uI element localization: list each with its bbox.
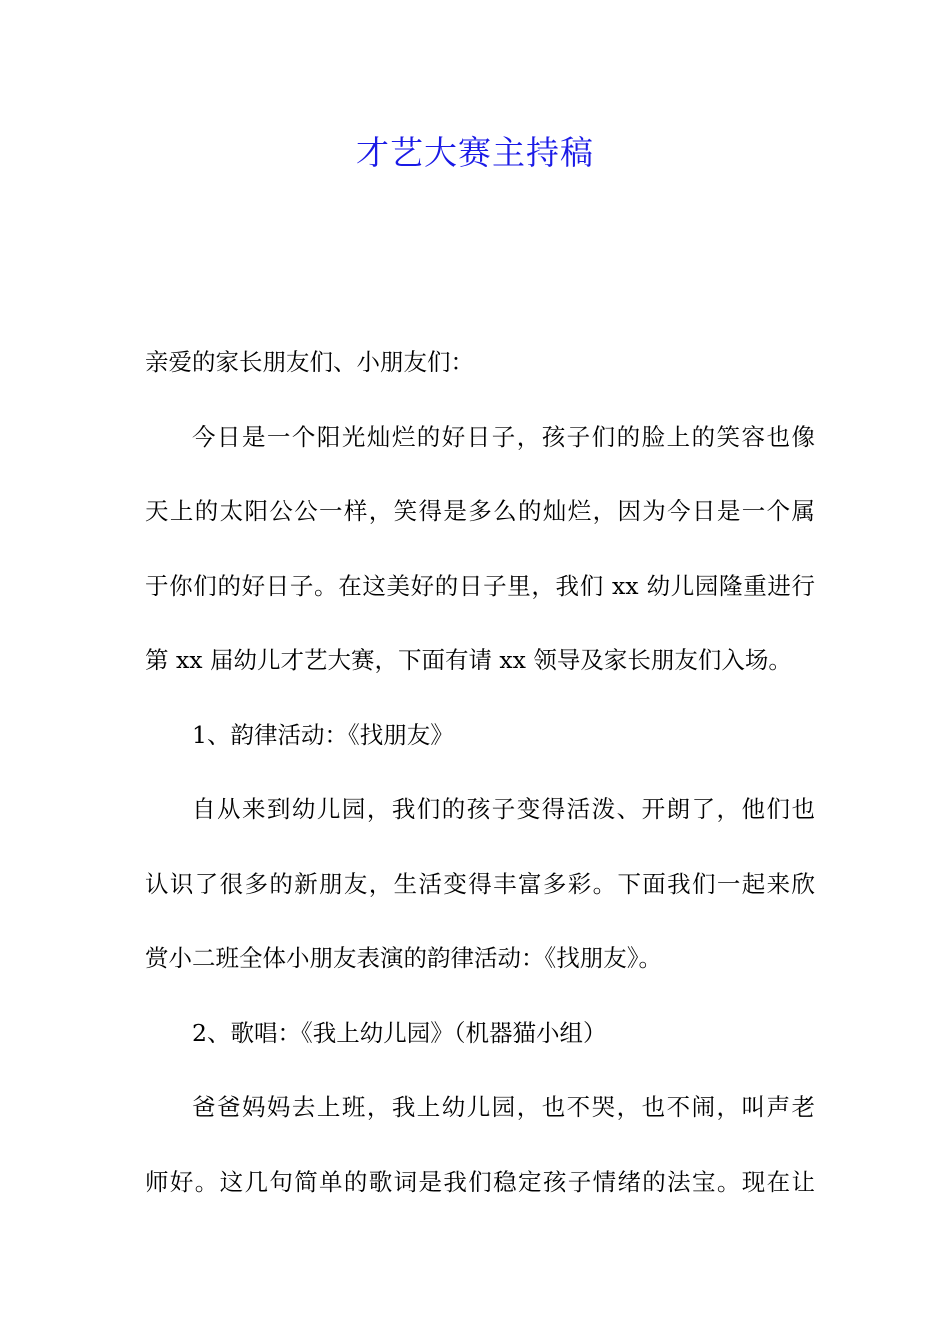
paragraph-line: 爸爸妈妈去上班，我上幼儿园，也不哭，也不闹，叫声老 <box>192 1093 815 1121</box>
paragraph-line: 自从来到幼儿园，我们的孩子变得活泼、开朗了，他们也 <box>192 795 815 823</box>
section-heading: 1、韵律活动：《找朋友》 <box>192 720 454 749</box>
paragraph-line: 今日是一个阳光灿烂的好日子，孩子们的脸上的笑容也像 <box>192 422 815 451</box>
paragraph-line: 师好。这几句简单的歌词是我们稳定孩子情绪的法宝。现在让 <box>145 1167 815 1196</box>
paragraph-line: 赏小二班全体小朋友表演的韵律活动：《找朋友》。 <box>145 944 662 972</box>
salutation-line: 亲爱的家长朋友们、小朋友们： <box>145 348 474 376</box>
paragraph-line: 天上的太阳公公一样，笑得是多么的灿烂，因为今日是一个属 <box>145 497 815 525</box>
section-heading: 2、歌唱：《我上幼儿园》（机器猫小组） <box>192 1018 607 1047</box>
paragraph-line: 于你们的好日子。在这美好的日子里，我们 xx 幼儿园隆重进行 <box>145 571 815 600</box>
paragraph-line: 第 xx 届幼儿才艺大赛，下面有请 xx 领导及家长朋友们入场。 <box>145 646 792 674</box>
paragraph-line: 认识了很多的新朋友，生活变得丰富多彩。下面我们一起来欣 <box>145 869 815 898</box>
document-body <box>145 337 815 1231</box>
document-title: 才艺大赛主持稿 <box>356 133 594 172</box>
